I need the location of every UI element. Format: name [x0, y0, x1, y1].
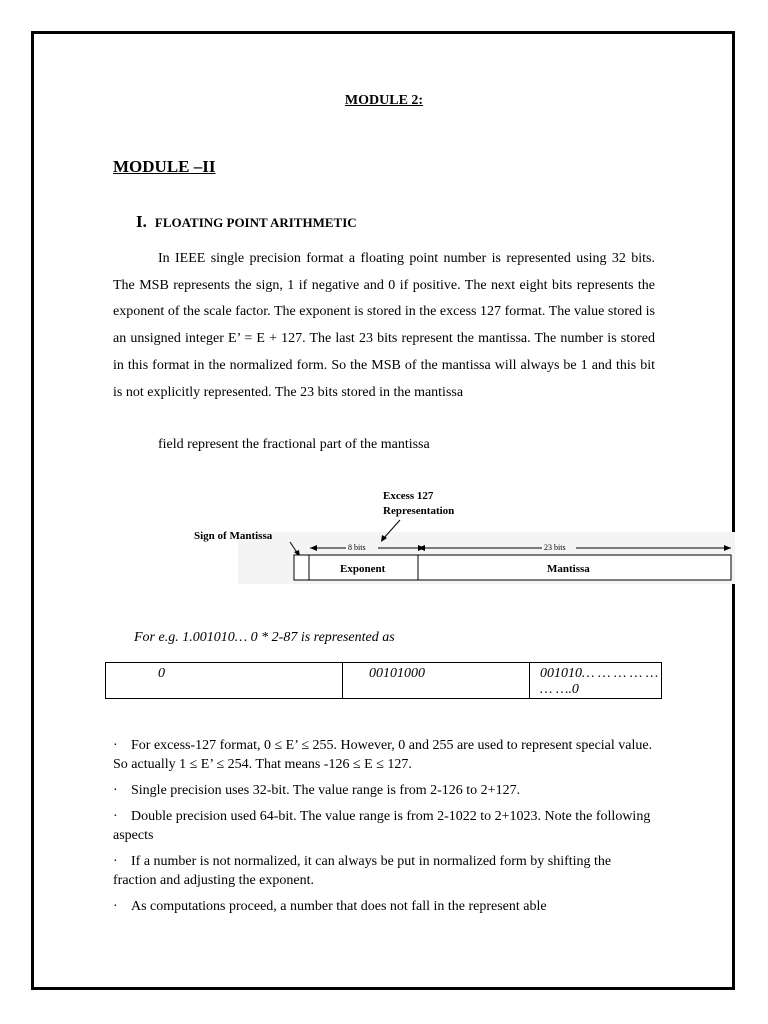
bullet-dot: · [113, 899, 118, 914]
excess-label: Excess 127 [383, 490, 434, 502]
list-item [113, 807, 658, 845]
bullet-dot: · [113, 854, 118, 869]
list-item [113, 781, 658, 800]
bullet-list [113, 736, 658, 923]
list-item [113, 897, 658, 916]
sign-label: Sign of Mantissa [194, 530, 273, 542]
list-item [113, 736, 658, 774]
example-exponent-cell: 00101000 [343, 663, 530, 699]
example-mantissa-cell: 001010… … … … … … ….0 [530, 663, 662, 699]
float-format-diagram [190, 484, 735, 584]
example-table [105, 662, 662, 699]
intro-paragraph-text: In IEEE single precision format a floating point number is represented using 32 bits. The MSB represents the sign, 1 if negative and 0 if positive. The next eight bits represents the exponent of the scale factor. The exponent is stored in the excess 127 format. The value stored is an unsigned integer E’ = E + 127. The last 23 bits represent the mantissa. The number is stored in this format in the normalized form. So the MSB of the mantissa will always be 1 and this bit is not explicitly represented. The 23 bits stored in the mantissa [113, 251, 655, 400]
bullet-text: As computations proceed, a number that does not fall in the represent able [131, 899, 547, 914]
module-heading: MODULE –II [113, 157, 216, 176]
list-item [113, 852, 658, 890]
bullet-text: Single precision uses 32-bit. The value range is from 2-126 to 2+127. [131, 783, 521, 798]
section-title: FLOATING POINT ARITHMETIC [154, 215, 357, 230]
page-header: MODULE 2: [344, 93, 424, 108]
bits23-label: 23 bits [544, 543, 566, 552]
exponent-label: Exponent [340, 563, 386, 575]
section-heading [136, 212, 357, 232]
example-row [106, 663, 662, 699]
mantissa-label: Mantissa [547, 563, 590, 575]
paragraph-continuation: field represent the fractional part of the mantissa [158, 437, 430, 452]
bullet-text: Double precision used 64-bit. The value range is from 2-1022 to 2+1023. Note the following aspects [113, 809, 651, 843]
intro-paragraph [113, 246, 655, 406]
bullet-text: If a number is not normalized, it can always be put in normalized form by shifting the fraction and adjusting the exponent. [113, 854, 612, 888]
section-number: I. [136, 212, 147, 231]
bullet-text: For excess-127 format, 0 ≤ E’ ≤ 255. However, 0 and 255 are used to represent special value. So actually 1 ≤ E’ ≤ 254. That means -126 ≤ E ≤ 127. [113, 738, 653, 772]
example-caption: For e.g. 1.001010… 0 * 2-87 is represented as [134, 630, 395, 645]
bullet-dot: · [113, 809, 118, 824]
representation-label-text: Representation [383, 505, 455, 517]
bullet-dot: · [113, 738, 118, 753]
bits8-label: 8 bits [348, 543, 366, 552]
bullet-dot: · [113, 783, 118, 798]
example-sign-cell: 0 [106, 663, 343, 699]
